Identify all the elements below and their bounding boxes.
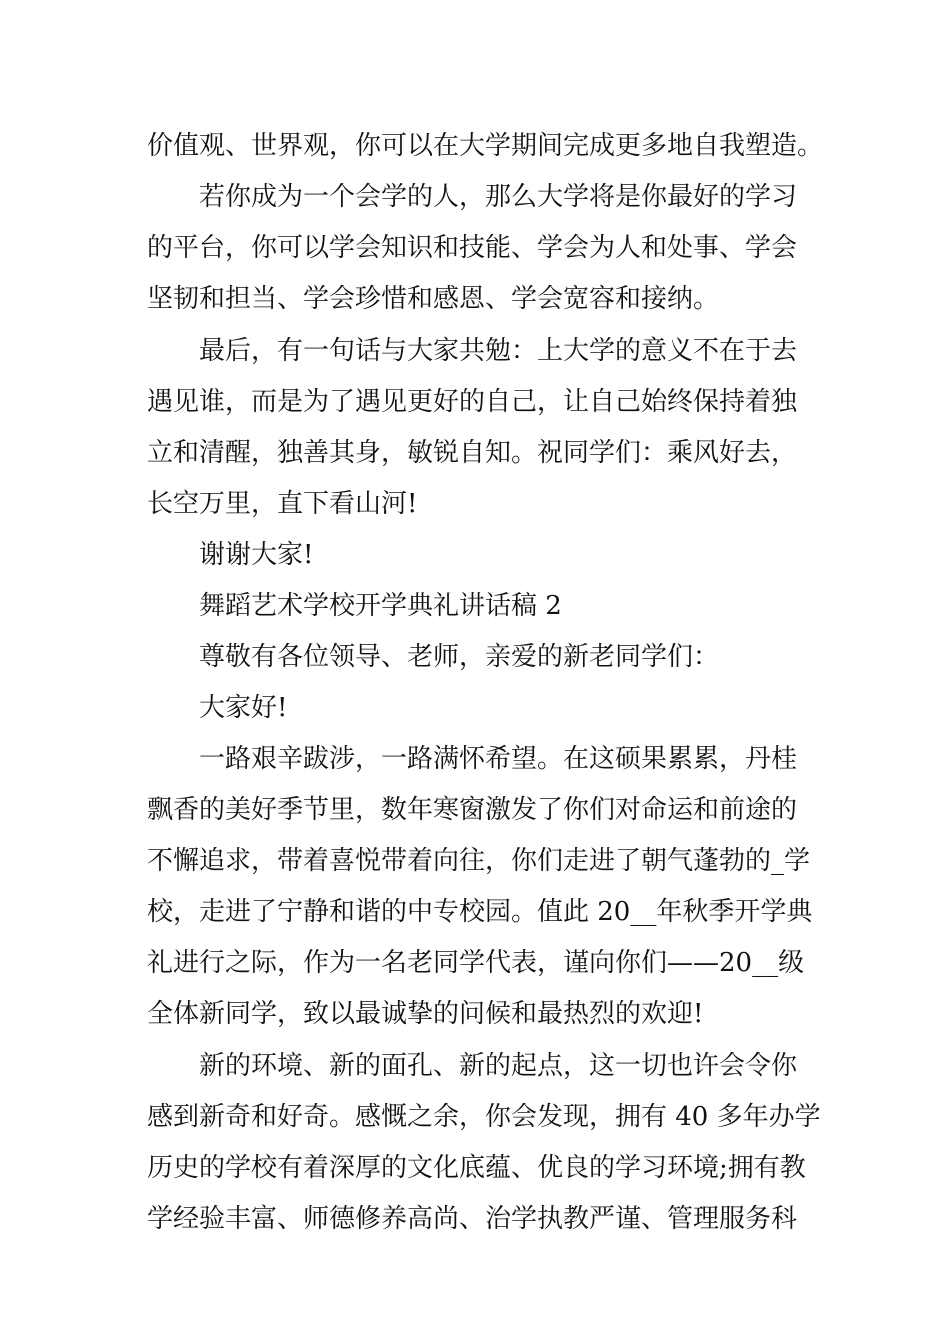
paragraph-first-line: 若你成为一个会学的人，那么大学将是你最好的学习	[199, 182, 798, 212]
closing-line: 谢谢大家!	[199, 540, 314, 570]
greeting-line: 大家好!	[199, 693, 288, 723]
body-text-line: 不懈追求，带着喜悦带着向往，你们走进了朝气蓬勃的_学	[147, 846, 811, 876]
body-text-line: 的平台，你可以学会知识和技能、学会为人和处事、学会	[147, 233, 798, 263]
body-text-line: 遇见谁，而是为了遇见更好的自己，让自己始终保持着独	[147, 387, 798, 417]
body-text-line: 学经验丰富、师德修养高尚、治学执教严谨、管理服务科	[147, 1204, 798, 1234]
body-text-line: 坚韧和担当、学会珍惜和感恩、学会宽容和接纳。	[147, 284, 720, 314]
body-text-line: 飘香的美好季节里，数年寒窗激发了你们对命运和前途的	[147, 795, 798, 825]
paragraph-first-line: 新的环境、新的面孔、新的起点，这一切也许会令你	[199, 1051, 798, 1081]
paragraph-first-line: 最后，有一句话与大家共勉：上大学的意义不在于去	[199, 336, 798, 366]
salutation-line: 尊敬有各位领导、老师，亲爱的新老同学们：	[199, 642, 720, 672]
body-text-line: 校，走进了宁静和谐的中专校园。值此 20__年秋季开学典	[147, 897, 813, 927]
body-text-line: 历史的学校有着深厚的文化底蕴、优良的学习环境;拥有教	[147, 1153, 806, 1183]
body-text-line: 长空万里，直下看山河!	[147, 489, 418, 519]
body-text-line: 立和清醒，独善其身，敏锐自知。祝同学们：乘风好去，	[147, 438, 798, 468]
section-title: 舞蹈艺术学校开学典礼讲话稿 2	[199, 591, 562, 621]
body-text-line: 礼进行之际，作为一名老同学代表，谨向你们——20__级	[147, 948, 805, 978]
body-text-line: 价值观、世界观，你可以在大学期间完成更多地自我塑造。	[147, 131, 824, 161]
body-text-line: 全体新同学，致以最诚挚的问候和最热烈的欢迎!	[147, 999, 704, 1029]
paragraph-first-line: 一路艰辛跋涉，一路满怀希望。在这硕果累累，丹桂	[199, 744, 798, 774]
body-text-line: 感到新奇和好奇。感慨之余，你会发现，拥有 40 多年办学	[147, 1102, 821, 1132]
